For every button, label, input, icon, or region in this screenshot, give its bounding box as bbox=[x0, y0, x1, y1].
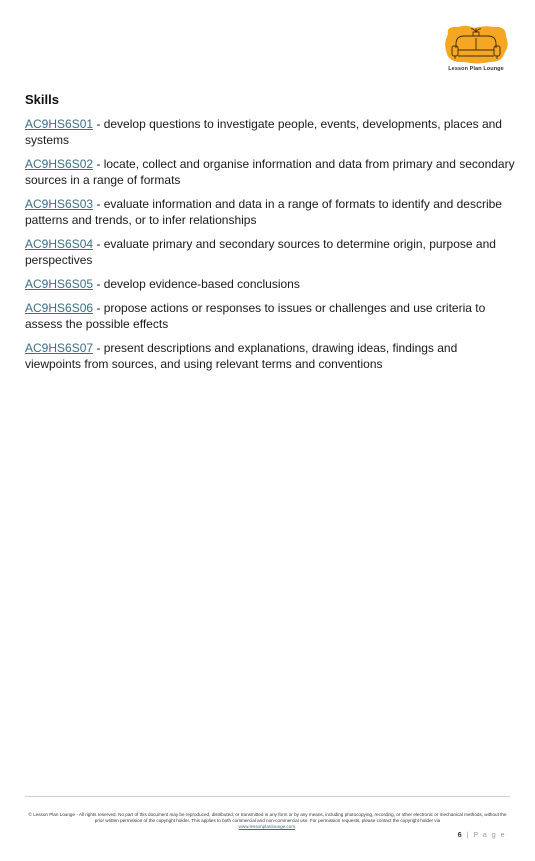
page-number-value: 6 bbox=[457, 832, 464, 839]
skill-item bbox=[25, 236, 515, 268]
skill-code-link[interactable]: AC9HS6S05 bbox=[25, 277, 94, 291]
skill-code-link[interactable]: AC9HS6S07 bbox=[25, 341, 94, 355]
copyright-notice: © Lesson Plan Lounge - All rights reserved. No part of this document may be reproduced, distributed, or transmitted in any form or by any means, including photocopying, recording, or other electronic or mechanical methods, without the prior written permission of the copyright holder. This applies to both commercial and non-commercial use. For permission requests, please contact the copyright holder via bbox=[28, 812, 507, 823]
skill-description: - propose actions or responses to issues or challenges and use criteria to assess the possible effects bbox=[25, 301, 486, 331]
skills-section bbox=[25, 92, 515, 380]
skill-description: - present descriptions and explanations, drawing ideas, findings and viewpoints from sources, and using relevant terms and conventions bbox=[25, 341, 458, 371]
lesson-plan-lounge-logo bbox=[440, 24, 512, 78]
skill-item bbox=[25, 196, 515, 228]
sofa-icon bbox=[440, 24, 512, 68]
skill-item bbox=[25, 156, 515, 188]
skill-description: - evaluate primary and secondary sources to determine origin, purpose and perspectives bbox=[25, 237, 496, 267]
skill-code-link[interactable]: AC9HS6S03 bbox=[25, 197, 94, 211]
website-link[interactable]: www.lessonplanlounge.com bbox=[238, 824, 296, 829]
skill-item bbox=[25, 340, 515, 372]
page-number bbox=[458, 832, 506, 839]
skill-item bbox=[25, 276, 515, 292]
page-separator: | bbox=[466, 832, 470, 839]
website-suffix: . bbox=[295, 824, 297, 829]
skill-code-link[interactable]: AC9HS6S02 bbox=[25, 157, 94, 171]
logo-text: Lesson Plan Lounge bbox=[448, 66, 504, 72]
skill-description: - locate, collect and organise information and data from primary and secondary sources in a range of formats bbox=[25, 157, 515, 187]
skill-item bbox=[25, 300, 515, 332]
skill-description: - develop questions to investigate people, events, developments, places and systems bbox=[25, 117, 502, 147]
section-heading: Skills bbox=[25, 92, 59, 107]
skill-code-link[interactable]: AC9HS6S01 bbox=[25, 117, 94, 131]
skill-item bbox=[25, 116, 515, 148]
skill-description: - develop evidence-based conclusions bbox=[93, 277, 300, 291]
page-label: P a g e bbox=[473, 832, 506, 839]
footer-copyright bbox=[25, 812, 510, 830]
skill-code-link[interactable]: AC9HS6S06 bbox=[25, 301, 94, 315]
skill-code-link[interactable]: AC9HS6S04 bbox=[25, 237, 94, 251]
skill-description: - evaluate information and data in a range of formats to identify and describe patterns and trends, or to infer relationships bbox=[25, 197, 502, 227]
footer-divider bbox=[25, 796, 510, 797]
